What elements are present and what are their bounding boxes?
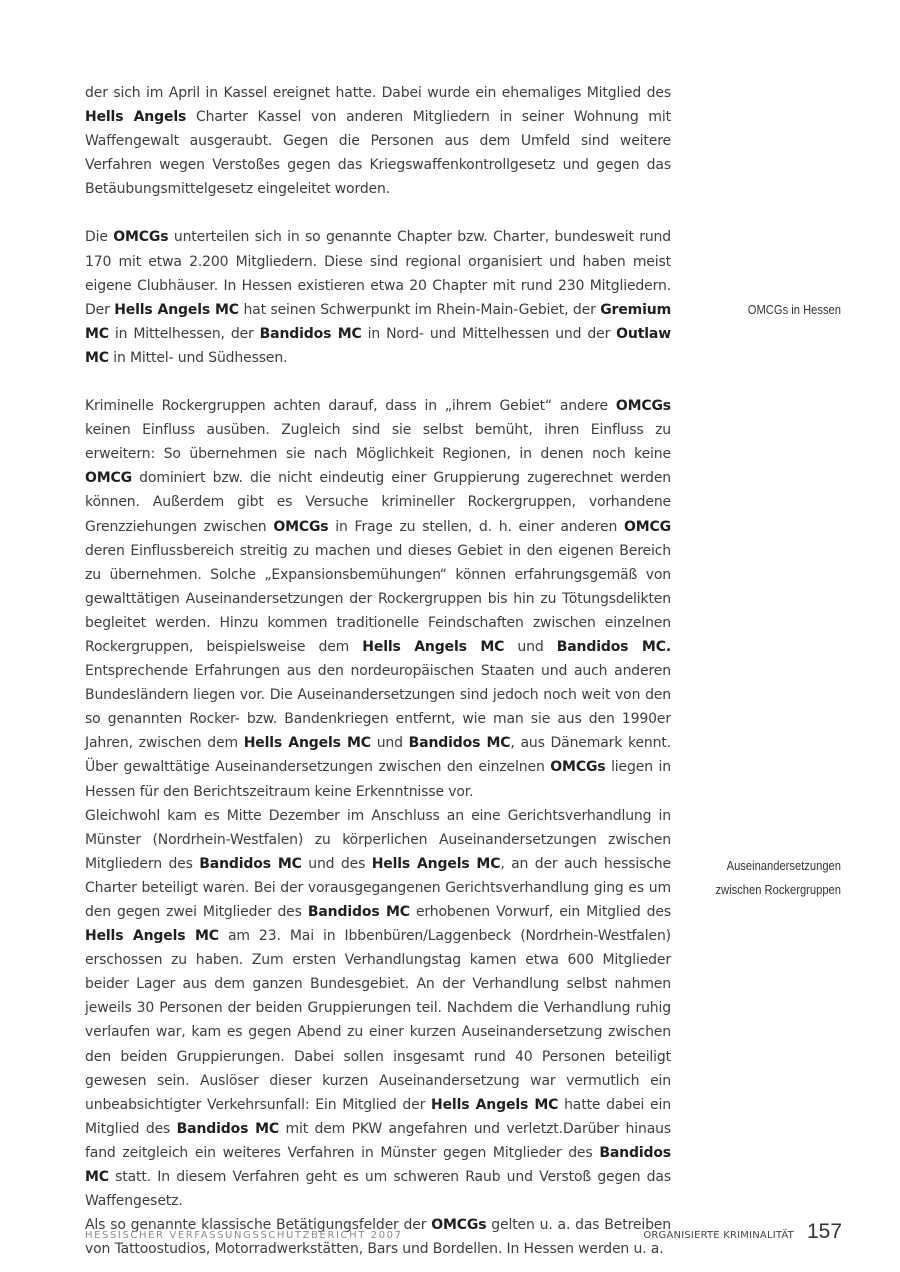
bold-term: Hells Angels MC [114, 301, 239, 318]
bold-term: Hells Angels MC [243, 735, 371, 752]
bold-term: Hells Angels MC [431, 1096, 559, 1113]
bold-term: Hells Angels [85, 109, 187, 126]
paragraph-2: Die OMCGs unterteilen sich in so genannte Chapter bzw. Charter, bundesweit rund 170 mit etwa 2.200 Mitgliedern. Diese sind regional organisiert und haben meist eigene Clubhäuser. In Hessen existieren etwa 20 Chapter mit rund 230 Mitgliedern. Der Hells Angels MC hat seinen Schwerpunkt im Rhein-Main-Gebiet, der Gremium MC in Mittelhessen, der Bandidos MC in Nord- und Mittelhessen und der Outlaw MC in Mittel- und Südhessen. [85, 229, 672, 366]
bold-term: Bandidos MC [199, 855, 302, 872]
bold-term: Hells Angels MC [371, 855, 501, 872]
bold-term: OMCGs [615, 398, 671, 415]
bold-term: OMCG [623, 518, 671, 535]
bold-term: Bandidos MC [85, 1144, 671, 1186]
body-text [85, 81, 671, 1261]
bold-term: Bandidos MC [259, 325, 362, 342]
bold-term: OMCGs [431, 1217, 487, 1234]
bold-term: OMCGs [113, 229, 169, 246]
paragraph-1: der sich im April in Kassel ereignet hatte. Dabei wurde ein ehemaliges Mitglied des Hells Angels Charter Kassel von anderen Mitgliedern in seiner Wohnung mit Waffengewalt ausgeraubt. Gegen die Personen aus dem Umfeld sind weitere Verfahren wegen Verstoßes gegen das Kriegswaffenkontrollgesetz und gegen das Betäubungsmittelgesetz eingeleitet worden. [85, 85, 671, 198]
bold-term: Bandidos MC [176, 1120, 280, 1137]
bold-term: Gremium MC [85, 301, 672, 342]
bold-term: Bandidos MC [408, 735, 511, 752]
paragraph-3: Kriminelle Rockergruppen achten darauf, dass in „ihrem Gebiet“ andere OMCGs keinen Einfluss ausüben. Zugleich sind sie selbst bemüht, ihren Einfluss zu erweitern: So übernehmen sie nach Möglichkeit Regionen, in denen noch keine OMCG dominiert bzw. die nicht eindeutig einer Gruppierung zugerechnet werden können. Außerdem gibt es Versuche krimineller Rockergruppen, vorhandene Grenzziehungen zwischen OMCGs in Frage zu stellen, d. h. einer anderen OMCG deren Einflussbereich streitig zu machen und dieses Gebiet in den eigenen Bereich zu übernehmen. Solche „Expansionsbemühungen“ können erfahrungsgemäß von gewalttätigen Auseinandersetzungen der Rockergruppen bis hin zu Tötungsdelikten begleitet werden. Hinzu kommen traditionelle Feindschaften zwischen einzelnen Rockergruppen, beispielsweise dem Hells Angels MC und Bandidos MC. Entsprechende Erfahrungen aus den nordeuropäischen Staaten und auch anderen Bundesländern liegen vor. Die Auseinandersetzungen sind jedoch noch weit von den so genannten Rocker- bzw. Bandenkriegen entfernt, wie man sie aus den 1990er Jahren, zwischen dem Hells Angels MC und Bandidos MC, aus Dänemark kennt. Über gewalttätige Auseinandersetzungen zwischen den einzelnen OMCGs liegen in Hessen für den Berichtszeitraum keine Erkenntnisse vor. [85, 398, 672, 800]
footer-publication: HESSISCHER VERFASSUNGSSCHUTZBERICHT 2007 [85, 1230, 403, 1241]
bold-term: OMCGs [273, 518, 329, 535]
paragraph-4: Gleichwohl kam es Mitte Dezember im Anschluss an eine Gerichtsverhandlung in Münster (Nordrhein-Westfalen) zu körperlichen Auseinandersetzungen zwischen Mitgliedern des Bandidos MC und des Hells Angels MC, an der auch hessische Charter beteiligt waren. Bei der vorausgegangenen Gerichtsverhandlung ging es um den gegen zwei Mitglieder des Bandidos MC erhobenen Vorwurf, ein Mitglied des Hells Angels MC am 23. Mai in Ibbenbüren/Laggenbeck (Nordrhein-Westfalen) erschossen zu haben. Zum ersten Verhandlungstag kamen etwa 600 Mitglieder beider Lager aus dem ganzen Bundesgebiet. An der Verhandlung selbst nahmen jeweils 30 Personen der beiden Gruppierungen teil. Nachdem die Verhandlung ruhig verlaufen war, kam es gegen Abend zu einer kurzen Auseinandersetzung zwischen den beiden Gruppierungen. Dabei sollen insgesamt rund 40 Personen beteiligt gewesen sein. Auslöser dieser kurzen Auseinandersetzung war vermutlich ein unbeabsichtigter Verkehrsunfall: Ein Mitglied der Hells Angels MC hatte dabei ein Mitglied des Bandidos MC mit dem PKW angefahren und verletzt.Darüber hinaus fand zeitgleich ein weiteres Verfahren in Münster gegen Mitglieder des Bandidos MC statt. In diesem Verfahren geht es um schweren Raub und Verstoß gegen das Waffengesetz. [85, 807, 671, 1210]
bold-term: Bandidos MC [307, 904, 410, 920]
margin-note-omcgs-in-hessen: OMCGs in Hessen [747, 302, 841, 317]
bold-term: OMCG [85, 470, 132, 487]
bold-term: Hells Angels MC [362, 638, 505, 655]
bold-term: Hells Angels MC [85, 928, 219, 945]
margin-note-auseinandersetzungen: Auseinandersetzungen zwischen Rockergruppen [715, 858, 841, 897]
page-number: 157 [807, 1220, 843, 1243]
paragraph-5: Als so genannte klassische Betätigungsfelder der OMCGs gelten u. a. das Betreiben von Tattoostudios, Motorradwerkstätten, Bars und Bordellen. In Hessen werden u. a. [85, 1217, 671, 1258]
bold-term: Outlaw MC [85, 325, 672, 366]
footer-section: ORGANISIERTE KRIMINALITÄT [643, 1230, 794, 1241]
bold-term: Bandidos MC. [556, 638, 671, 655]
bold-term: OMCGs [550, 759, 606, 776]
